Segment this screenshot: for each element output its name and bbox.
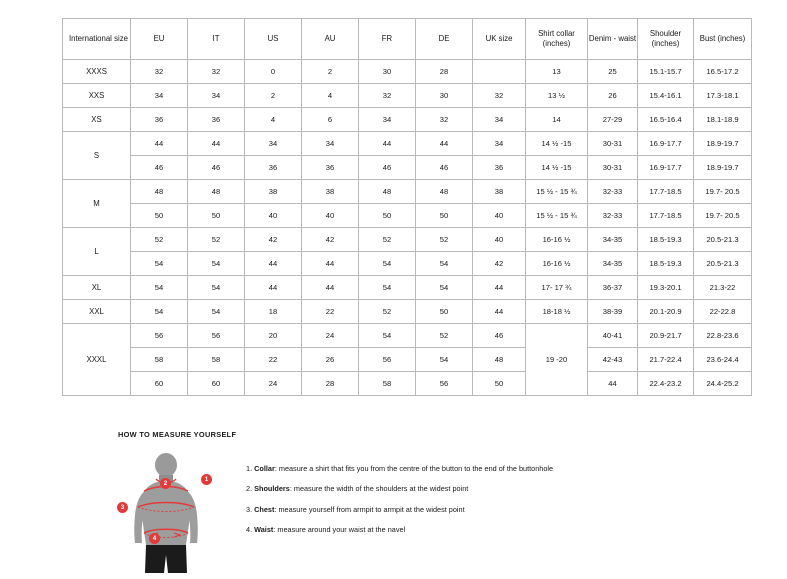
cell-collar: 13 ½ [526, 84, 588, 108]
step-text: : measure around your waist at the navel [273, 524, 406, 534]
table-row [63, 84, 752, 108]
cell-denim: 42-43 [588, 348, 638, 372]
cell-au: 22 [302, 300, 359, 324]
torso-figure-icon [118, 449, 238, 579]
cell-eu: 58 [131, 348, 188, 372]
cell-denim: 30-31 [588, 156, 638, 180]
cell-bust: 20.5-21.3 [694, 252, 752, 276]
cell-us: 18 [245, 300, 302, 324]
table-body [63, 60, 752, 396]
row-label: XXL [63, 300, 131, 324]
cell-de: 54 [416, 276, 473, 300]
cell-collar: 18-18 ½ [526, 300, 588, 324]
body-diagram [118, 449, 238, 579]
cell-de: 52 [416, 228, 473, 252]
cell-it: 48 [188, 180, 245, 204]
cell-it: 46 [188, 156, 245, 180]
cell-it: 44 [188, 132, 245, 156]
cell-eu: 56 [131, 324, 188, 348]
measure-step-shoulders: 2. Shoulders: measure the width of the shoulders at the widest point [246, 484, 469, 494]
cell-collar: 16-16 ½ [526, 252, 588, 276]
cell-us: 20 [245, 324, 302, 348]
table-row [63, 228, 752, 252]
cell-collar: 14 ½ -15 [526, 156, 588, 180]
cell-denim: 34-35 [588, 252, 638, 276]
cell-it: 34 [188, 84, 245, 108]
cell-bust: 19.7- 20.5 [694, 204, 752, 228]
cell-collar: 14 [526, 108, 588, 132]
cell-fr: 52 [359, 228, 416, 252]
cell-de: 54 [416, 252, 473, 276]
cell-au: 40 [302, 204, 359, 228]
cell-denim: 36-37 [588, 276, 638, 300]
callout-3: 3 [117, 502, 128, 513]
cell-de: 52 [416, 324, 473, 348]
cell-eu: 50 [131, 204, 188, 228]
cell-uk [473, 60, 526, 84]
cell-bust: 24.4-25.2 [694, 372, 752, 396]
cell-uk: 32 [473, 84, 526, 108]
row-label: M [63, 180, 131, 228]
cell-eu: 54 [131, 276, 188, 300]
cell-bust: 18.1-18.9 [694, 108, 752, 132]
cell-fr: 48 [359, 180, 416, 204]
cell-fr: 34 [359, 108, 416, 132]
cell-shoulder: 20.1-20.9 [638, 300, 694, 324]
cell-au: 2 [302, 60, 359, 84]
cell-shoulder: 16.9-17.7 [638, 132, 694, 156]
cell-shoulder: 19.3-20.1 [638, 276, 694, 300]
how-to-measure-body [118, 449, 738, 579]
column-header-denim-waist: Denim - waist [588, 19, 638, 60]
cell-fr: 58 [359, 372, 416, 396]
cell-eu: 54 [131, 300, 188, 324]
cell-it: 58 [188, 348, 245, 372]
table-header-row [63, 19, 752, 60]
cell-shoulder: 18.5-19.3 [638, 228, 694, 252]
column-header-de: DE [416, 19, 473, 60]
cell-uk: 46 [473, 324, 526, 348]
callout-4: 4 [149, 533, 160, 544]
cell-fr: 32 [359, 84, 416, 108]
cell-us: 0 [245, 60, 302, 84]
cell-au: 6 [302, 108, 359, 132]
cell-denim: 44 [588, 372, 638, 396]
row-label: XL [63, 276, 131, 300]
cell-denim: 34-35 [588, 228, 638, 252]
column-header-bust: Bust (inches) [694, 19, 752, 60]
cell-de: 46 [416, 156, 473, 180]
cell-fr: 30 [359, 60, 416, 84]
cell-fr: 44 [359, 132, 416, 156]
step-number: 3 [246, 504, 251, 514]
step-term: Chest [254, 504, 275, 514]
cell-shoulder: 16.9-17.7 [638, 156, 694, 180]
cell-bust: 23.6-24.4 [694, 348, 752, 372]
cell-uk: 36 [473, 156, 526, 180]
cell-au: 44 [302, 276, 359, 300]
cell-collar: 16-16 ½ [526, 228, 588, 252]
step-number: 4 [246, 524, 251, 534]
cell-de: 30 [416, 84, 473, 108]
cell-eu: 60 [131, 372, 188, 396]
table-row [63, 132, 752, 156]
cell-uk: 44 [473, 300, 526, 324]
cell-fr: 50 [359, 204, 416, 228]
callout-2: 2 [160, 478, 171, 489]
cell-fr: 54 [359, 276, 416, 300]
row-label: XXS [63, 84, 131, 108]
cell-de: 50 [416, 204, 473, 228]
cell-bust: 20.5-21.3 [694, 228, 752, 252]
table-row [63, 204, 752, 228]
cell-bust: 18.9-19.7 [694, 156, 752, 180]
cell-uk: 34 [473, 108, 526, 132]
cell-eu: 34 [131, 84, 188, 108]
cell-it: 52 [188, 228, 245, 252]
cell-de: 54 [416, 348, 473, 372]
cell-au: 34 [302, 132, 359, 156]
row-label: L [63, 228, 131, 276]
step-term: Shoulders [254, 484, 290, 494]
cell-eu: 32 [131, 60, 188, 84]
row-label: S [63, 132, 131, 180]
cell-us: 22 [245, 348, 302, 372]
cell-collar: 19 -20 [526, 324, 588, 396]
column-header-it: IT [188, 19, 245, 60]
cell-au: 42 [302, 228, 359, 252]
cell-collar: 17- 17 ¾ [526, 276, 588, 300]
measure-step-chest: 3. Chest: measure yourself from armpit to armpit at the widest point [246, 504, 465, 514]
cell-uk: 48 [473, 348, 526, 372]
cell-de: 32 [416, 108, 473, 132]
cell-bust: 17.3-18.1 [694, 84, 752, 108]
row-label: XXXL [63, 324, 131, 396]
how-to-measure-section [118, 430, 738, 579]
cell-us: 40 [245, 204, 302, 228]
cell-us: 4 [245, 108, 302, 132]
cell-us: 2 [245, 84, 302, 108]
cell-au: 44 [302, 252, 359, 276]
column-header-international-size: International size [63, 19, 131, 60]
column-header-us: US [245, 19, 302, 60]
cell-au: 38 [302, 180, 359, 204]
cell-collar: 15 ½ - 15 ¾ [526, 204, 588, 228]
table-row [63, 348, 752, 372]
cell-uk: 40 [473, 204, 526, 228]
cell-fr: 56 [359, 348, 416, 372]
cell-denim: 25 [588, 60, 638, 84]
cell-it: 54 [188, 252, 245, 276]
step-text: : measure a shirt that fits you from the centre of the button to the end of the buttonhole [274, 464, 554, 473]
cell-shoulder: 17.7-18.5 [638, 180, 694, 204]
cell-denim: 40-41 [588, 324, 638, 348]
measure-step-waist: 4. Waist: measure around your waist at the navel [246, 524, 406, 534]
cell-collar: 15 ½ - 15 ¾ [526, 180, 588, 204]
cell-au: 26 [302, 348, 359, 372]
cell-fr: 54 [359, 252, 416, 276]
cell-us: 36 [245, 156, 302, 180]
cell-eu: 48 [131, 180, 188, 204]
cell-uk: 34 [473, 132, 526, 156]
column-header-fr: FR [359, 19, 416, 60]
table-row [63, 276, 752, 300]
cell-fr: 54 [359, 324, 416, 348]
cell-denim: 30-31 [588, 132, 638, 156]
cell-it: 32 [188, 60, 245, 84]
table-row [63, 372, 752, 396]
row-label: XXXS [63, 60, 131, 84]
cell-it: 60 [188, 372, 245, 396]
measure-step-collar: 1. Collar: measure a shirt that fits you from the centre of the button to the end of the buttonhole [246, 464, 554, 473]
cell-it: 36 [188, 108, 245, 132]
cell-de: 28 [416, 60, 473, 84]
cell-it: 56 [188, 324, 245, 348]
cell-bust: 18.9-19.7 [694, 132, 752, 156]
cell-de: 48 [416, 180, 473, 204]
column-header-shoulder: Shoulder (inches) [638, 19, 694, 60]
cell-shoulder: 15.4-16.1 [638, 84, 694, 108]
cell-au: 28 [302, 372, 359, 396]
cell-collar: 13 [526, 60, 588, 84]
cell-de: 44 [416, 132, 473, 156]
cell-uk: 38 [473, 180, 526, 204]
cell-shoulder: 21.7-22.4 [638, 348, 694, 372]
cell-uk: 44 [473, 276, 526, 300]
cell-eu: 52 [131, 228, 188, 252]
step-term: Collar [254, 464, 275, 473]
row-label: XS [63, 108, 131, 132]
cell-uk: 40 [473, 228, 526, 252]
cell-it: 50 [188, 204, 245, 228]
table-row [63, 60, 752, 84]
step-text: : measure yourself from armpit to armpit at the widest point [274, 504, 465, 514]
table-row [63, 156, 752, 180]
cell-shoulder: 22.4-23.2 [638, 372, 694, 396]
table-row [63, 252, 752, 276]
cell-fr: 52 [359, 300, 416, 324]
callout-1: 1 [201, 474, 212, 485]
cell-shoulder: 17.7-18.5 [638, 204, 694, 228]
cell-au: 24 [302, 324, 359, 348]
cell-de: 56 [416, 372, 473, 396]
cell-eu: 54 [131, 252, 188, 276]
cell-us: 34 [245, 132, 302, 156]
cell-denim: 32-33 [588, 204, 638, 228]
step-text: : measure the width of the shoulders at the widest point [289, 484, 469, 494]
table-row [63, 324, 752, 348]
cell-us: 24 [245, 372, 302, 396]
cell-shoulder: 20.9-21.7 [638, 324, 694, 348]
measure-steps [246, 449, 553, 544]
cell-denim: 38-39 [588, 300, 638, 324]
cell-bust: 22-22.8 [694, 300, 752, 324]
table-row [63, 108, 752, 132]
cell-us: 44 [245, 276, 302, 300]
cell-eu: 36 [131, 108, 188, 132]
cell-bust: 22.8-23.6 [694, 324, 752, 348]
column-header-eu: EU [131, 19, 188, 60]
size-chart-table [62, 18, 752, 396]
cell-denim: 26 [588, 84, 638, 108]
cell-uk: 42 [473, 252, 526, 276]
cell-denim: 27-29 [588, 108, 638, 132]
table-row [63, 180, 752, 204]
table-header [63, 19, 752, 60]
cell-it: 54 [188, 300, 245, 324]
cell-fr: 46 [359, 156, 416, 180]
cell-us: 38 [245, 180, 302, 204]
cell-bust: 21.3-22 [694, 276, 752, 300]
step-number: 1 [246, 464, 251, 473]
cell-uk: 50 [473, 372, 526, 396]
step-term: Waist [254, 524, 274, 534]
cell-bust: 19.7- 20.5 [694, 180, 752, 204]
column-header-uk-size: UK size [473, 19, 526, 60]
cell-it: 54 [188, 276, 245, 300]
cell-bust: 16.5-17.2 [694, 60, 752, 84]
cell-shoulder: 18.5-19.3 [638, 252, 694, 276]
cell-au: 4 [302, 84, 359, 108]
cell-eu: 46 [131, 156, 188, 180]
column-header-au: AU [302, 19, 359, 60]
how-to-measure-title: HOW TO MEASURE YOURSELF [118, 430, 237, 439]
cell-denim: 32-33 [588, 180, 638, 204]
table-row [63, 300, 752, 324]
column-header-shirt-collar: Shirt collar (inches) [526, 19, 588, 60]
cell-eu: 44 [131, 132, 188, 156]
cell-shoulder: 16.5-16.4 [638, 108, 694, 132]
cell-au: 36 [302, 156, 359, 180]
cell-de: 50 [416, 300, 473, 324]
step-number: 2 [246, 484, 251, 494]
cell-us: 42 [245, 228, 302, 252]
cell-us: 44 [245, 252, 302, 276]
cell-collar: 14 ½ -15 [526, 132, 588, 156]
cell-shoulder: 15.1-15.7 [638, 60, 694, 84]
